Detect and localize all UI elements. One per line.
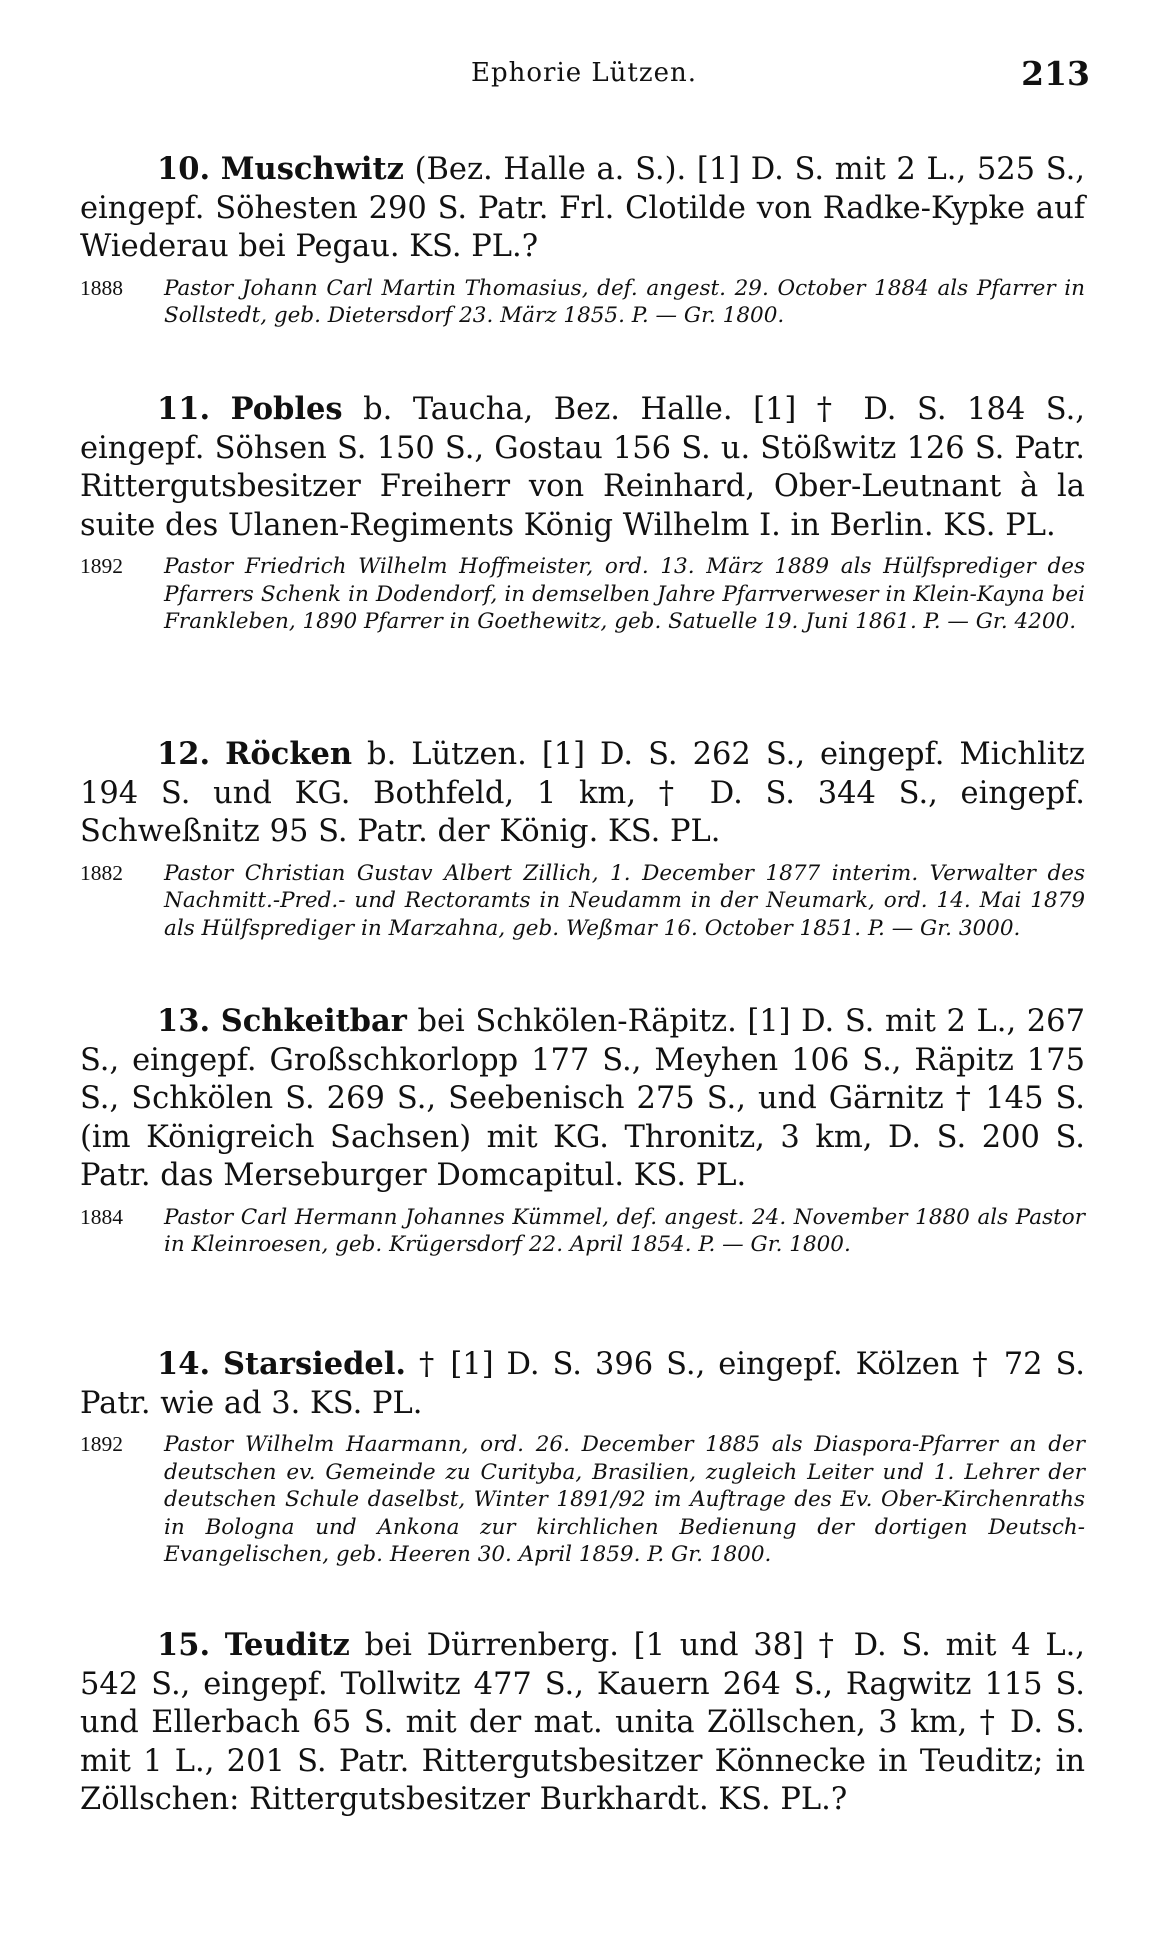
parish-entry-10 [80,150,1085,330]
parish-entry-12 [80,735,1085,942]
page-number: 213 [1021,54,1090,93]
pastor-year: 1884 [80,1204,123,1229]
parish-description [80,735,1085,852]
pastor-year: 1892 [80,1432,123,1456]
parish-name: Starsiedel. [223,1346,407,1382]
parish-text: b. Taucha, Bez. Halle. [1] † D. S. 184 S., eingepf. Söhsen S. 150 S., Gostau 156 S. u. Stößwitz 126 S. Patr. Rittergutsbesitzer Freiherr von Reinhard, Ober-Leutnant à la suite des Ulanen-Regiments König Wilhelm I. in Berlin. KS. PL. [80,392,1085,543]
parish-description [80,1002,1085,1196]
pastor-note [80,860,1085,943]
parish-text: † [1] D. S. 396 S., eingepf. Kölzen † 72 S. Patr. wie ad 3. KS. PL. [80,1347,1085,1421]
pastor-note [80,553,1085,636]
pastor-year: 1888 [80,275,123,300]
parish-description [80,390,1085,545]
parish-name: Muschwitz [220,151,404,187]
parish-text: bei Schkölen-Räpitz. [1] D. S. mit 2 L., 267 S., eingepf. Großschkorlopp 177 S., Meyhen 106 S., Räpitz 175 S., Schkölen S. 269 S., Seebenisch 275 S., und Gärnitz † 145 S. (im Königreich Sachsen) mit KG. Thronitz, 3 km, D. S. 200 S. Patr. das Merseburger Domcapitul. KS. PL. [80,1004,1085,1193]
parish-entry-15 [80,1626,1085,1820]
pastor-text: Pastor Friedrich Wilhelm Hoffmeister, ord. 13. März 1889 als Hülfsprediger des Pfarrers Schenk in Dodendorf, in demselben Jahre Pfarrverweser in Klein-Kayna bei Frankleben, 1890 Pfarrer in Goethewitz, geb. Satuelle 19. Juni 1861. P. — Gr. 4200. [164,554,1085,634]
parish-text: b. Lützen. [1] D. S. 262 S., eingepf. Michlitz 194 S. und KG. Bothfeld, 1 km, † D. S. 344 S., eingepf. Schweßnitz 95 S. Patr. der König. KS. PL. [80,737,1085,849]
parish-name: Teuditz [224,1627,350,1663]
entry-number: 14. [157,1346,211,1382]
parish-entry-14 [80,1345,1085,1569]
entry-number: 12. [157,736,211,772]
pastor-text: Pastor Carl Hermann Johannes Kümmel, def. angest. 24. November 1880 als Pastor in Kleinroesen, geb. Krügersdorf 22. April 1854. P. — Gr. 1800. [164,1204,1085,1257]
pastor-year: 1892 [80,554,123,578]
parish-description [80,1345,1085,1423]
parish-description [80,1626,1085,1820]
entry-number: 15. [157,1627,211,1663]
pastor-text: Pastor Wilhelm Haarmann, ord. 26. December 1885 als Diaspora-Pfarrer an der deutschen ev. Gemeinde zu Curityba, Brasilien, zugleich Leiter und 1. Lehrer der deutschen Schule daselbst, Winter 1891/92 im Auftrage des Ev. Ober-Kirchenraths in Bologna und Ankona zur kirchlichen Bedienung der dortigen Deutsch-Evangelischen, geb. Heeren 30. April 1859. P. Gr. 1800. [164,1432,1085,1567]
pastor-text: Pastor Christian Gustav Albert Zillich, 1. December 1877 interim. Verwalter des Nachmitt.-Pred.- und Rectoramts in Neudamm in der Neumark, ord. 14. Mai 1879 als Hülfsprediger in Marzahna, geb. Weßmar 16. October 1851. P. — Gr. 3000. [164,860,1085,941]
pastor-text: Pastor Johann Carl Martin Thomasius, def. angest. 29. October 1884 als Pfarrer in Sollstedt, geb. Dietersdorf 23. März 1855. P. — Gr. 1800. [164,275,1085,328]
parish-name: Pobles [230,391,343,427]
parish-description [80,150,1085,267]
page-header [0,54,1168,104]
parish-entry-11 [80,390,1085,636]
entry-number: 13. [157,1003,211,1039]
parish-entry-13 [80,1002,1085,1259]
parish-text: bei Dürrenberg. [1 und 38] † D. S. mit 4 L., 542 S., eingepf. Tollwitz 477 S., Kauern 264 S., Ragwitz 115 S. und Ellerbach 65 S. mit der mat. unita Zöllschen, 3 km, † D. S. mit 1 L., 201 S. Patr. Rittergutsbesitzer Könnecke in Teuditz; in Zöllschen: Rittergutsbesitzer Burkhardt. KS. PL.? [80,1628,1085,1817]
parish-name: Schkeitbar [220,1003,407,1039]
parish-name: Röcken [225,736,353,772]
entry-number: 10. [157,151,211,187]
pastor-note [80,1204,1085,1259]
parish-text: (Bez. Halle a. S.). [1] D. S. mit 2 L., 525 S., eingepf. Söhesten 290 S. Patr. Frl. Clotilde von Radke-Kypke auf Wiederau bei Pegau. KS. PL.? [80,152,1085,264]
running-title: Ephorie Lützen. [471,58,697,88]
pastor-note [80,1431,1085,1569]
entry-number: 11. [157,391,211,427]
pastor-year: 1882 [80,860,123,885]
pastor-note [80,275,1085,330]
